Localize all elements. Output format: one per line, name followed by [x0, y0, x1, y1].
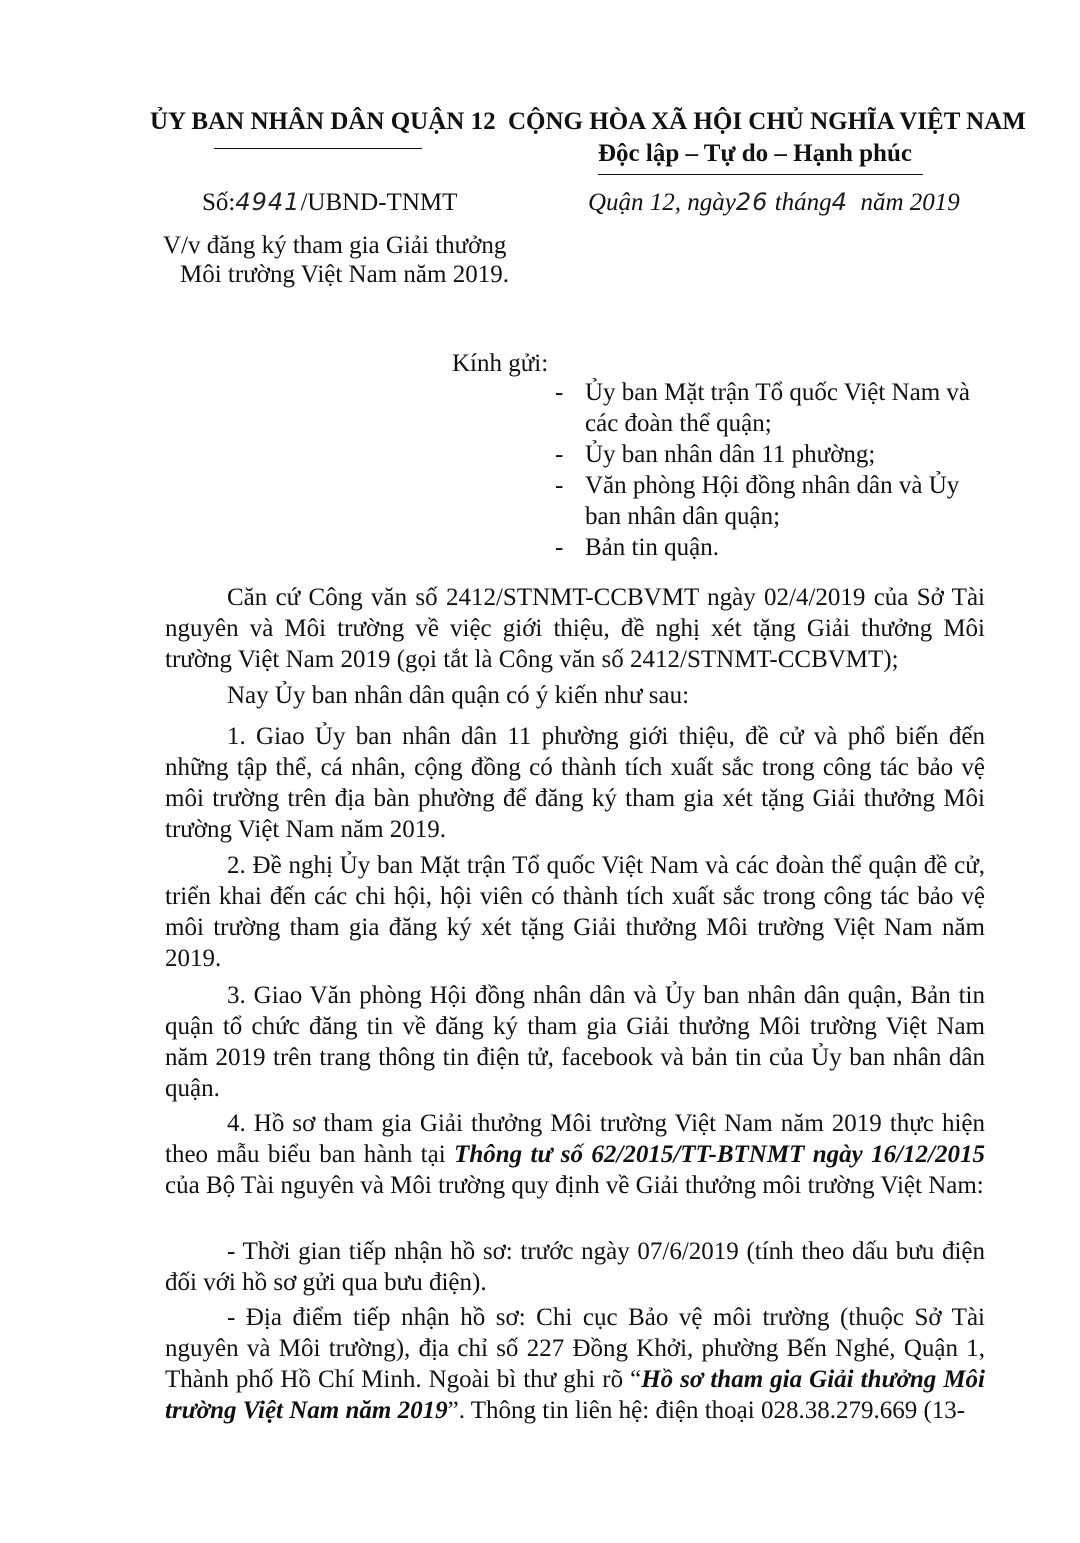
handwritten-number: 4941	[235, 188, 301, 216]
document-date	[588, 188, 960, 217]
issuing-agency: ỦY BAN NHÂN DÂN QUẬN 12	[150, 108, 496, 135]
recipient-list	[555, 377, 995, 563]
envelope-label: Hồ sơ tham gia Giải thưởng Môi trường Việt Nam năm 2019	[165, 1366, 985, 1424]
paragraph-location	[165, 1302, 985, 1426]
paragraph-deadline: - Thời gian tiếp nhận hồ sơ: trước ngày 07/6/2019 (tính theo dấu bưu điện đối với hồ sơ gửi qua bưu điện).	[165, 1238, 985, 1296]
subject-line-2: Môi trường Việt Nam năm 2019.	[180, 261, 509, 288]
paragraph-legal-basis: Căn cứ Công văn số 2412/STNMT-CCBVMT ngày 02/4/2019 của Sở Tài nguyên và Môi trường về việc giới thiệu, đề nghị xét tặng Giải thưởng Môi trường Việt Nam 2019 (gọi tắt là Công văn số 2412/STNMT-CCBVMT);	[165, 584, 985, 673]
national-motto: Độc lập – Tự do – Hạnh phúc	[598, 140, 912, 167]
item-4-text-c: của Bộ Tài nguyên và Môi trường quy định về Giải thưởng môi trường Việt Nam:	[165, 1172, 984, 1199]
paragraph-item-2: 2. Đề nghị Ủy ban Mặt trận Tổ quốc Việt Nam và các đoàn thể quận đề cử, triển khai đến các chi hội, hội viên có thành tích xuất sắc trong công tác bảo vệ môi trường tham gia đăng ký xét tặng Giải thưởng Môi trường Việt Nam năm 2019.	[165, 852, 985, 972]
paragraph-item-3: 3. Giao Văn phòng Hội đồng nhân dân và Ủy ban nhân dân quận, Bản tin quận tổ chức đăng tin về đăng ký tham gia Giải thưởng Môi trường Việt Nam năm 2019 trên trang thông tin điện tử, facebook và bản tin của Ủy ban nhân dân quận.	[165, 982, 985, 1102]
paragraph-item-1: 1. Giao Ủy ban nhân dân 11 phường giới thiệu, đề cử và phổ biến đến những tập thể, cá nhân, cộng đồng có thành tích xuất sắc trong công tác bảo vệ môi trường trên địa bàn phường để đăng ký tham gia xét tặng Giải thưởng Môi trường Việt Nam năm 2019.	[165, 723, 985, 843]
circular-reference: Thông tư số 62/2015/TT-BTNMT ngày 16/12/2015	[454, 1141, 985, 1168]
subject-line-1: V/v đăng ký tham gia Giải thưởng	[163, 232, 507, 259]
paragraph-item-4	[165, 1108, 985, 1201]
national-title: CỘNG HÒA XÃ HỘI CHỦ NGHĨA VIỆT NAM	[508, 108, 1026, 135]
recipient-item: - Ủy ban nhân dân 11 phường;	[555, 439, 995, 470]
document-number	[202, 188, 457, 217]
date-place: Quận 12, ngày	[588, 189, 736, 216]
recipient-item: - Ủy ban Mặt trận Tổ quốc Việt Nam và các đoàn thể quận;	[555, 377, 995, 439]
handwritten-day: 26	[735, 188, 769, 216]
agency-underline	[214, 148, 422, 149]
number-suffix: /UBND-TNMT	[300, 189, 458, 216]
motto-underline	[598, 174, 923, 175]
date-month-label: tháng	[774, 189, 832, 216]
recipient-item: - Bản tin quận.	[555, 532, 995, 563]
paragraph-opinion-intro: Nay Ủy ban nhân dân quận có ý kiến như sau:	[227, 682, 690, 709]
item-4-text-a: 4. Hồ sơ tham gia Giải thưởng Môi trường Việt Nam năm 2019 thực hiện theo mẫu biểu ban hành tại	[165, 1110, 985, 1168]
recipients-label: Kính gửi:	[452, 350, 549, 377]
location-text-a: - Địa điểm tiếp nhận hồ sơ: Chi cục Bảo vệ môi trường (thuộc Sở Tài nguyên và Môi trường), địa chỉ số 227 Đồng Khởi, phường Bến Nghé, Quận 1, Thành phố Hồ Chí Minh. Ngoài bì thư ghi rõ “	[165, 1304, 985, 1393]
location-text-c: ”. Thông tin liên hệ: điện thoại 028.38.279.669 (13-	[447, 1397, 966, 1424]
handwritten-month: 4	[831, 188, 848, 216]
date-year: năm 2019	[860, 189, 960, 216]
recipient-item: - Văn phòng Hội đồng nhân dân và Ủy ban nhân dân quận;	[555, 470, 995, 532]
number-prefix: Số:	[202, 189, 236, 216]
